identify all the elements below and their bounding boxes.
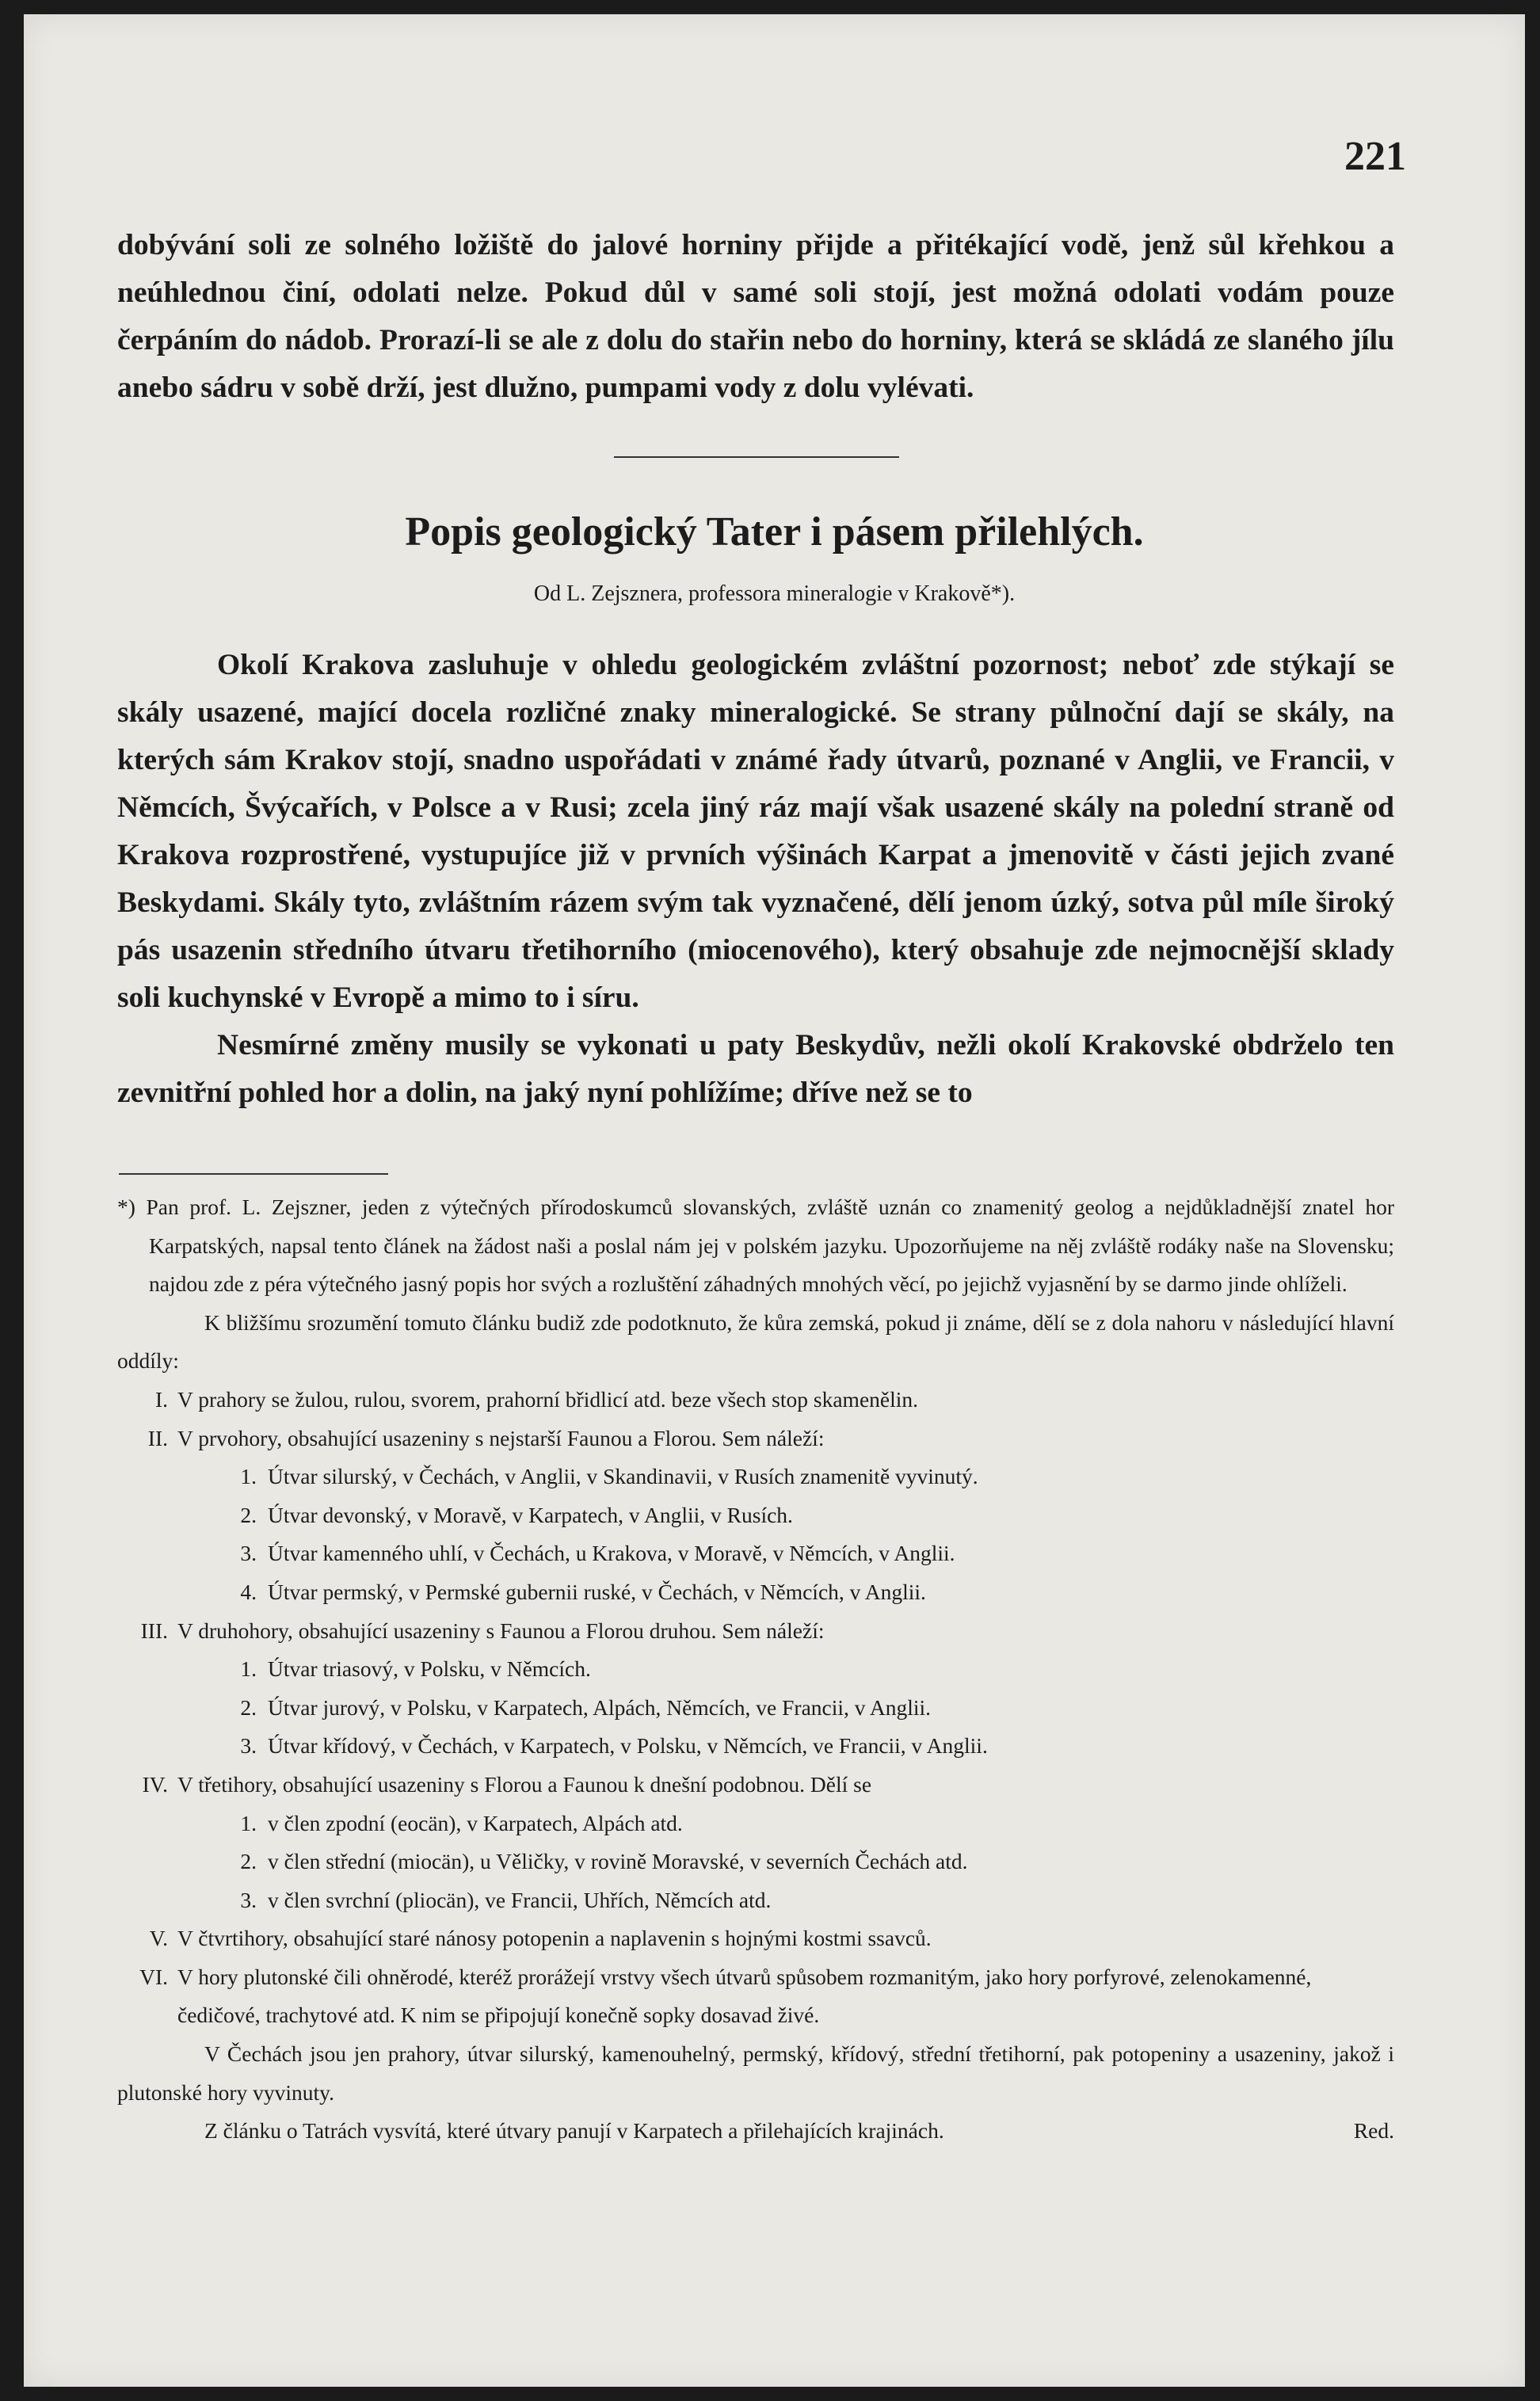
subformation-item <box>117 1881 1394 1920</box>
formation-text: V čtvrtihory, obsahující staré nánosy potopenin a naplavenin s hojnými kostmi ssavců. <box>177 1926 932 1951</box>
article-paragraph: Okolí Krakova zasluhuje v ohledu geologickém zvláštní pozornost; neboť zde stýkají se skály usazené, mající docela rozličné znaky mineralogické. Se strany půlnoční dají se skály, na kterých sám Krakov stojí, snadno uspořádati v známé řady útvarů, poznané v Anglii, ve Francii, v Němcích, Švýcařích, v Polsce a v Rusi; zcela jiný ráz mají však usazené skály na polední straně od Krakova rozprostřené, vystupujíce již v prvních výšinách Karpat a jmenovitě v části jejich zvané Beskydami. Skály tyto, zvláštním rázem svým tak vyznačené, dělí jenom úzký, sotva půl míle široký pás usazenin středního útvaru třetihorního (miocenového), který obsahuje zde nejmocnější sklady soli kuchynské v Evropě a mimo to i síru. <box>117 649 1394 1014</box>
subformation-item <box>117 1458 1394 1496</box>
subformation-text: v člen svrchní (pliocän), ve Francii, Uhřích, Němcích atd. <box>268 1887 772 1912</box>
footnote-divider <box>119 1173 388 1175</box>
formation-item <box>117 1381 1394 1420</box>
article-paragraph: Nesmírné změny musily se vykonati u paty Beskydův, nežli okolí Krakovské obdrželo ten zevnitřní pohled hor a dolin, na jaký nyní pohlížíme; dříve než se to <box>117 1029 1394 1109</box>
subformation-number: 3. <box>240 1733 257 1759</box>
subformation-text: Útvar triasový, v Polsku, v Němcích. <box>268 1656 591 1682</box>
subformation-text: Útvar devonský, v Moravě, v Karpatech, v Anglii, v Rusích. <box>268 1502 793 1527</box>
subformation-text: Útvar permský, v Permské gubernii ruské, v Čechách, v Němcích, v Anglii. <box>268 1579 926 1604</box>
formation-number: V. <box>149 1926 168 1951</box>
subformation-number: 3. <box>240 1541 257 1566</box>
section-divider <box>614 456 899 458</box>
subformation-text: v člen zpodní (eocän), v Karpatech, Alpách atd. <box>268 1810 683 1835</box>
formation-text: V prvohory, obsahující usazeniny s nejstarší Faunou a Florou. Sem náleží: <box>177 1425 825 1450</box>
subformation-text: Útvar kamenného uhlí, v Čechách, u Krakova, v Moravě, v Němcích, v Anglii. <box>268 1541 955 1566</box>
subformation-item <box>117 1573 1394 1612</box>
subformation-item <box>117 1843 1394 1881</box>
formation-number: IV. <box>142 1771 168 1797</box>
article-title: Popis geologický Tater i pásem přilehlých. <box>405 509 1144 555</box>
subformation-text: Útvar silurský, v Čechách, v Anglii, v Skandinavii, v Rusích znamenitě vyvinutý. <box>268 1464 978 1489</box>
formation-item <box>117 1420 1394 1458</box>
formation-text: V hory plutonské čili ohněrodé, kteréž prorážejí vrstvy všech útvarů spůsobem rozmanitým, jako hory porfyrové, zelenokamenné, čedičové, trachytové atd. K nim se připojují konečně sopky dosavad živé. <box>177 1964 1312 2028</box>
formation-item <box>117 1612 1394 1651</box>
subformation-number: 4. <box>240 1579 257 1604</box>
intro-block <box>117 222 1394 412</box>
intro-paragraph: dobývání soli ze solného ložiště do jalové horniny přijde a přitékající vodě, jenž sůl křehkou a neúhlednou činí, odolati nelze. Pokud důl v samé soli stojí, jest možná odolati vodám pouze čerpáním do nádob. Prorazí-li se ale z dolu do stařin nebo do horniny, která se skládá ze slaného jílu anebo sádru v sobě drží, jest dlužno, pumpami vody z dolu vylévati. <box>117 229 1394 404</box>
article-byline: Od L. Zejsznera, professora mineralogie v Krakově*). <box>533 581 1016 606</box>
subformation-item <box>117 1689 1394 1728</box>
subformation-item <box>117 1496 1394 1535</box>
article-body <box>117 642 1394 1117</box>
editor-signature: Red. <box>1353 2118 1394 2144</box>
footnotes <box>117 1188 1394 2151</box>
formation-number: I. <box>154 1386 168 1412</box>
document-page <box>24 14 1525 2387</box>
final-line <box>117 2112 1394 2151</box>
formation-item <box>117 1766 1394 1805</box>
subformation-number: 1. <box>240 1464 257 1489</box>
formation-item <box>117 1958 1394 2035</box>
footnote-intro: K bližšímu srozumění tomuto článku budiž zde podotknuto, že kůra zemská, pokud ji známe, dělí se z dola nahoru v následující hlavní oddíly: <box>117 1309 1394 1374</box>
footnote-text: *) Pan prof. L. Zejszner, jeden z výtečných přírodoskumců slovanských, zvláště uznán co znamenitý geolog a nejdůkladnější znatel hor Karpatských, napsal tento článek na žádost naši a poslal nám jej v polském jazyku. Upozorňujeme na něj zvláště rodáky naše na Slovensku; najdou zde z péra výtečného jasný popis hor svých a rozluštění záhadných mnohých věcí, po jejichž vyjasnění by se darmo jinde ohlíželi. <box>117 1195 1394 1297</box>
formation-number: VI. <box>139 1964 168 1989</box>
subformation-item <box>117 1727 1394 1766</box>
final-line-text: Z článku o Tatrách vysvítá, které útvary panují v Karpatech a přilehajících krajinách. <box>204 2118 944 2144</box>
formation-text: V třetihory, obsahující usazeniny s Florou a Faunou k dnešní podobnou. Dělí se <box>177 1771 872 1797</box>
subformation-number: 1. <box>240 1810 257 1835</box>
formation-text: V prahory se žulou, rulou, svorem, prahorní břidlicí atd. beze všech stop skamenělin. <box>177 1386 919 1412</box>
subformation-item <box>117 1650 1394 1689</box>
subformation-number: 2. <box>240 1694 257 1720</box>
subformation-number: 2. <box>240 1502 257 1527</box>
subformation-number: 3. <box>240 1887 257 1912</box>
subformation-text: Útvar křídový, v Čechách, v Karpatech, v Polsku, v Němcích, ve Francii, v Anglii. <box>268 1733 988 1759</box>
closing-text: V Čechách jsou jen prahory, útvar silurský, kamenouhelný, permský, křídový, střední třetihorní, pak potopeniny a usazeniny, jakož i plutonské hory vyvinuty. <box>117 2041 1394 2105</box>
subformation-text: Útvar jurový, v Polsku, v Karpatech, Alpách, Němcích, ve Francii, v Anglii. <box>268 1694 932 1720</box>
formation-number: III. <box>140 1618 168 1643</box>
formation-number: II. <box>147 1425 168 1450</box>
subformation-number: 1. <box>240 1656 257 1682</box>
subformation-number: 2. <box>240 1849 257 1874</box>
subformation-item <box>117 1534 1394 1573</box>
subformation-item <box>117 1805 1394 1843</box>
subformation-text: v člen střední (miocän), u Věličky, v rovině Moravské, v severních Čechách atd. <box>268 1849 968 1874</box>
formation-item <box>117 1919 1394 1958</box>
formation-text: V druhohory, obsahující usazeniny s Faunou a Florou druhou. Sem náleží: <box>177 1618 825 1643</box>
page-number: 221 <box>1344 134 1406 179</box>
